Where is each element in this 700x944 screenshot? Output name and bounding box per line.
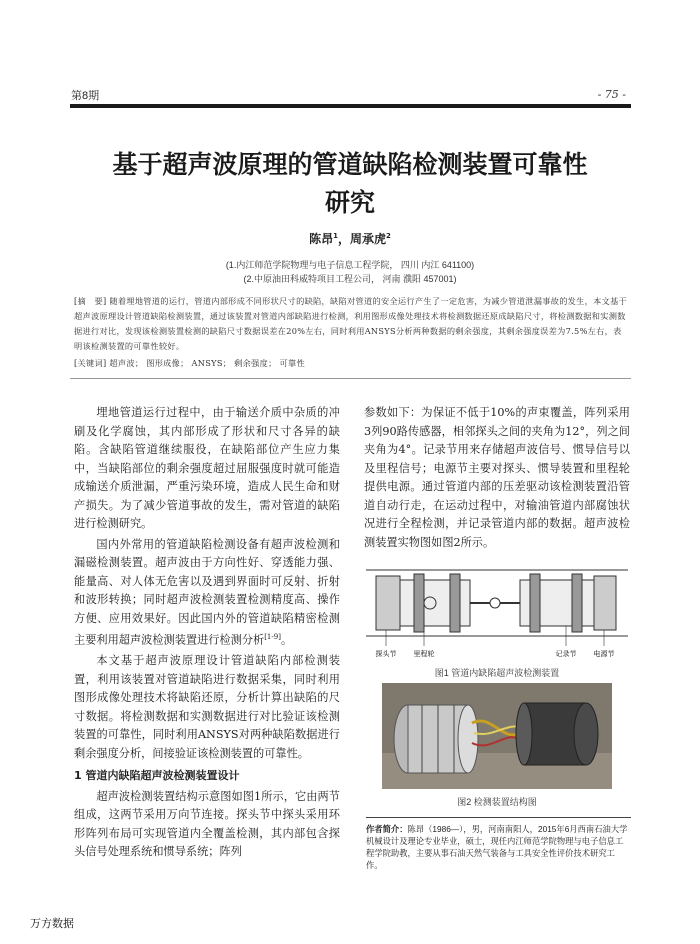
- abstract-separator: [70, 378, 631, 379]
- paper-title-line2: 研究: [324, 188, 375, 217]
- author-1-sup: 1: [333, 232, 338, 240]
- figure-2-illustration: [382, 683, 612, 789]
- body-paragraph-3: 本文基于超声波原理设计管道缺陷内部检测装置，利用该装置对管道缺陷进行数据采集，同时利用图形成像处理技术将缺陷还原，分析计算出缺陷的尺寸数据。将检测数据和实测数据进行对比验证该检测装置的可靠性，同时利用ANSYS对两种缺陷数据进行剩余强度分析，间接验证该检测装置的可靠性。: [74, 654, 340, 760]
- fig1-label-power: 电源节: [593, 650, 615, 658]
- affiliation-1: (1.内江师范学院物理与电子信息工程学院， 四川 内江 641100): [225, 260, 475, 270]
- affiliation-2: (2.中原油田科威特项目工程公司， 河南 濮阳 457001): [243, 274, 457, 284]
- abstract: [74, 294, 630, 354]
- author-2-sup: 2: [386, 232, 391, 240]
- abstract-text: 随着埋地管道的运行，管道内部形成不同形状尺寸的缺陷，缺陷对管道的安全运行产生了一定危害，为减少管道泄漏事故的发生，本文基于超声波原理设计管道缺陷检测装置，通过该装置对管道内部缺陷进行检测，利用图形成像处理技术将检测数据还原成缺陷尺寸，将检测数据和实测数据进行对比，发现该检测装置检测的缺陷尺寸数据误差在20%左右，同时利用ANSYS分析两种数据的剩余强度，其剩余强度误差为7.5%左右，表明该检测装置的可靠性较好。: [74, 296, 628, 351]
- fig1-label-recorder: 记录节: [555, 650, 577, 658]
- keywords-label: [关键词]: [74, 358, 107, 368]
- figure-2-caption: 图2 检测装置结构图: [457, 797, 537, 807]
- body-paragraph-2-text: 国内外常用的管道缺陷检测设备有超声波检测和漏磁检测装置。超声波由于方向性好、穿透能力强、能量高、对人体无危害以及遇到界面时可反射、折射和波形转换；同时超声波检测装置检测精度高、操作方便、应用效果好。因此国内外的管道缺陷精密检测主要利用超声波检测装置进行检测分析: [74, 537, 340, 647]
- author-note-rule: [366, 817, 631, 818]
- right-column: [364, 404, 630, 552]
- page-number: - 75 -: [597, 88, 626, 101]
- figure-1-schematic: [364, 564, 630, 660]
- author-note-text: 陈昂（1986—），男，河南南阳人，2015年6月西南石油大学机械设计及理论专业毕业，硕士，现任内江师范学院物理与电子信息工程学院助教，主要从事石油天然气装备与工具安全性评价技术研究工作。: [366, 824, 628, 870]
- body-paragraph-2-end: 。: [280, 633, 293, 647]
- author-separator: ，: [337, 232, 350, 246]
- figure-2-photo: [382, 683, 612, 789]
- keywords-text: 超声波； 图形成像； ANSYS； 剩余强度； 可靠性: [109, 358, 305, 368]
- author-note: [366, 823, 631, 871]
- right-paragraph-1: 参数如下：为保证不低于10%的声束覆盖，阵列采用3列90路传感器，相邻探头之间的夹角为12°，列之间夹角为4°。记录节用来存储超声波信号、惯导信号以及里程信号；电源节主要对探头、惯导装置和里程轮提供电源。通过管道内部的压差驱动该检测装置沿管道自动行走，在运动过程中，对输油管道内部腐蚀状况进行全程检测，并记录管道内部的数据。超声波检测装置实物图如图2所示。: [364, 406, 630, 549]
- section-heading-1: 1 管道内缺陷超声波检测装置设计: [74, 769, 240, 783]
- author-line: [70, 230, 630, 247]
- body-paragraph-2: [74, 536, 340, 651]
- fig1-label-probe: 探头节: [375, 650, 397, 658]
- keywords: [74, 358, 305, 369]
- figure-1: [364, 564, 630, 660]
- author-1: 陈昂: [309, 232, 334, 246]
- left-column: [74, 404, 340, 862]
- footer-watermark: 万方数据: [30, 917, 74, 930]
- body-paragraph-4: 超声波检测装置结构示意图如图1所示，它由两节组成，这两节采用万向节连接。探头节中探头采用环形阵列布局可实现管道内全覆盖检测，其内部包含探头信号处理系统和惯导系统；阵列: [74, 789, 340, 859]
- author-2: 周承虎: [350, 232, 387, 246]
- paper-title-line1: 基于超声波原理的管道缺陷检测装置可靠性: [112, 150, 588, 179]
- body-paragraph-1: 埋地管道运行过程中，由于输送介质中杂质的冲刷及化学腐蚀，其内部形成了形状和尺寸各异的缺陷。含缺陷管道继续服役，在缺陷部位产生应力集中，当缺陷部位的剩余强度超过屈服强度时就可能造成输送介质泄漏，严重污染环境，造成人民生命和财产损失。为了减少管道事故的发生，需对管道的缺陷进行检测研究。: [74, 406, 340, 530]
- issue-number: 第8期: [71, 90, 100, 102]
- fig1-label-odometer: 里程轮: [413, 650, 435, 658]
- author-note-label: 作者简介：: [366, 824, 408, 834]
- figure-1-caption: 图1 管道内缺陷超声波检测装置: [434, 668, 560, 678]
- citation: [1-9]: [264, 633, 281, 641]
- header-rule: [70, 104, 631, 108]
- abstract-label: [摘 要]: [74, 296, 107, 306]
